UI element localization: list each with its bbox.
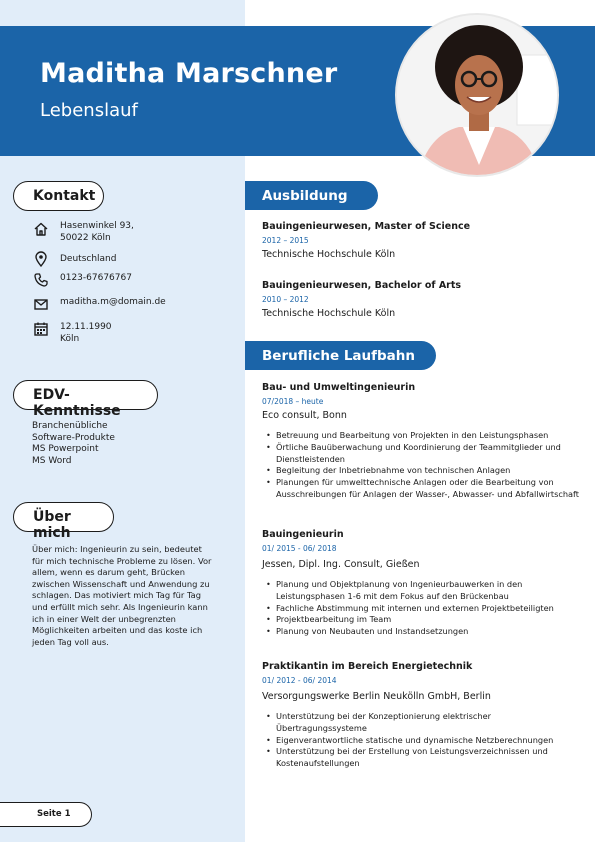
edv-item: Software-Produkte (32, 432, 115, 443)
edv-list (32, 421, 115, 467)
phone-icon (33, 272, 49, 288)
career-entry (262, 529, 582, 638)
contact-heading: Kontakt (13, 181, 104, 211)
entry-title: Praktikantin im Bereich Energietechnik (262, 661, 473, 672)
page-number: Seite 1 (0, 802, 92, 827)
bullet-item: • Planung von Neubauten und Instandsetzungen (262, 626, 582, 638)
birth-date-text: 12.11.1990 (60, 322, 112, 332)
entry-place: Versorgungswerke Berlin Neukölln GmbH, Berlin (262, 691, 491, 702)
entry-title: Bauingenieurwesen, Master of Science (262, 221, 471, 232)
entry-date: 01/ 2012 - 06/ 2014 (262, 676, 337, 685)
bullet-item: • Projektbearbeitung im Team (262, 614, 582, 626)
entry-date: 2012 – 2015 (262, 236, 309, 245)
bullet-item: • Unterstützung bei der Konzeptionierung elektrischer Übertragungssysteme (262, 711, 582, 735)
entry-place: Jessen, Dipl. Ing. Consult, Gießen (262, 559, 420, 570)
bullet-item: • Begleitung der Inbetriebnahme von technischen Anlagen (262, 465, 582, 477)
address-line-2: 50022 Köln (60, 232, 111, 243)
contact-birth (33, 321, 112, 345)
bullet-list (262, 430, 582, 501)
entry-title: Bauingenieurin (262, 529, 344, 540)
bullet-item: • Betreuung und Bearbeitung von Projekten in den Leistungsphasen (262, 430, 582, 442)
bullet-item: • Planungen für umwelttechnische Anlagen oder die Bearbeitung von Ausschreibungen für Anlagen der Wasser-, Abwasser- und Abfallwirtschaft (262, 477, 582, 501)
edv-heading: EDV-Kenntnisse (13, 380, 158, 410)
bullet-item: • Örtliche Bauüberwachung und Koordinierung der Teammitglieder und Dienstleistenden (262, 442, 582, 466)
bullet-list (262, 711, 582, 770)
phone-text: 0123-67676767 (60, 273, 132, 283)
home-icon (33, 221, 49, 237)
person-name: Maditha Marschner (40, 58, 338, 89)
contact-address (33, 221, 134, 244)
bullet-item: • Planung und Objektplanung von Ingenieurbauwerken in den Leistungsphasen 1-6 mit dem Fokus auf den Brückenbau (262, 579, 582, 603)
career-entry (262, 382, 582, 501)
entry-title: Bau- und Umweltingenieurin (262, 382, 416, 393)
about-text: Über mich: Ingenieurin zu sein, bedeutet für mich technische Probleme zu lösen. Vor allem, wenn es darum geht, Brücken zwischen Wissenschaft und Anwendung zu schlagen. Das motiviert mich Tag für Tag und erfüllt mich sehr. Als Ingenieurin kann ich in einer Welt der unbegrenzten Möglichkeiten arbeiten und das koste ich jeden Tag voll aus. (32, 544, 212, 647)
bullet-item: • Fachliche Abstimmung mit internen und externen Projektbeteiligten (262, 603, 582, 615)
edv-item: MS Word (32, 455, 72, 466)
education-entry (262, 221, 582, 261)
location-pin-icon (33, 251, 49, 267)
career-entry (262, 661, 582, 770)
entry-place: Eco consult, Bonn (262, 410, 347, 421)
entry-title: Bauingenieurwesen, Bachelor of Arts (262, 280, 462, 291)
bullet-list (262, 579, 582, 638)
contact-country (33, 251, 116, 267)
career-heading: Berufliche Laufbahn (245, 341, 436, 370)
birth-place-text: Köln (60, 333, 80, 344)
profile-photo (395, 13, 559, 177)
mail-icon (33, 296, 49, 312)
entry-date: 2010 – 2012 (262, 295, 309, 304)
entry-date: 01/ 2015 - 06/ 2018 (262, 544, 337, 553)
email-text: maditha.m@domain.de (60, 297, 166, 307)
document-subtitle: Lebenslauf (40, 100, 138, 121)
about-heading: Über mich (13, 502, 114, 532)
edv-item: Branchenübliche (32, 421, 108, 431)
calendar-icon (33, 321, 49, 337)
contact-email (33, 296, 166, 312)
country-text: Deutschland (60, 254, 117, 264)
entry-date: 07/2018 – heute (262, 397, 324, 406)
edv-item: MS Powerpoint (32, 444, 99, 454)
entry-place: Technische Hochschule Köln (262, 308, 396, 319)
education-entry (262, 280, 582, 320)
contact-phone (33, 272, 132, 288)
bullet-item: • Eigenverantwortliche statische und dynamische Netzberechnungen (262, 735, 582, 747)
address-line-1: Hasenwinkel 93, (60, 221, 134, 231)
entry-place: Technische Hochschule Köln (262, 249, 396, 260)
bullet-item: • Unterstützung bei der Erstellung von Leistungsverzeichnissen und Kostenaufstellungen (262, 746, 582, 770)
education-heading: Ausbildung (245, 181, 378, 210)
